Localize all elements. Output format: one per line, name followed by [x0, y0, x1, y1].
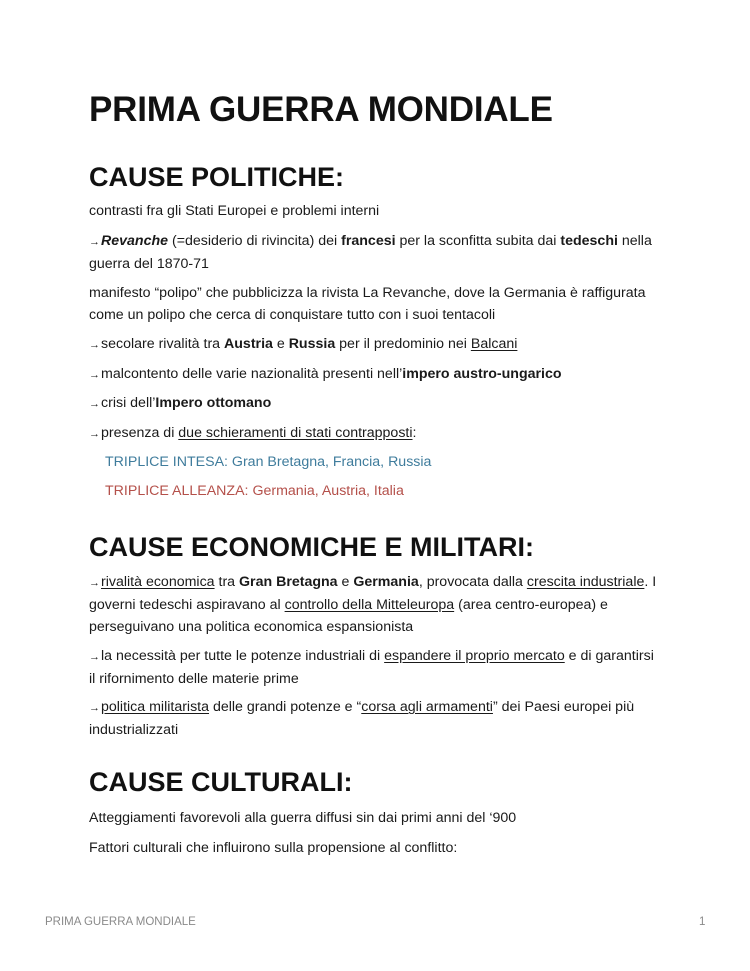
term-espandere-mercato: espandere il proprio mercato	[384, 648, 565, 664]
term-russia: Russia	[288, 336, 336, 352]
arrow-icon: →	[89, 236, 100, 248]
term-francesi: francesi	[341, 233, 396, 249]
arrow-icon: →	[89, 339, 100, 351]
paragraph-necessita: →la necessità per tutte le potenze industriali di espandere il proprio mercato e di garantirsi il rifornimento delle materie prime	[89, 648, 654, 687]
term-crescita-industriale: crescita industriale	[526, 574, 645, 590]
term-balcani: Balcani	[470, 336, 518, 352]
term-controllo-mitteleuropa: controllo della Mitteleuropa	[284, 597, 455, 613]
heading-cause-economiche: CAUSE ECONOMICHE E MILITARI:	[89, 532, 534, 562]
heading-cause-politiche: CAUSE POLITICHE:	[89, 162, 345, 192]
term-corsa-armamenti: corsa agli armamenti	[361, 699, 493, 715]
term-gran-bretagna: Gran Bretagna	[239, 574, 338, 590]
arrow-icon: →	[89, 702, 100, 714]
paragraph-crisi: →crisi dell’Impero ottomano	[89, 395, 272, 411]
term-impero-ottomano: Impero ottomano	[155, 395, 272, 411]
term-austria: Austria	[224, 336, 273, 352]
arrow-icon: →	[89, 398, 100, 410]
term-tedeschi: tedeschi	[560, 233, 618, 249]
heading-cause-culturali: CAUSE CULTURALI:	[89, 767, 353, 797]
term-rivalita-economica: rivalità economica	[101, 574, 215, 590]
paragraph-atteggiamenti: Atteggiamenti favorevoli alla guerra diffusi sin dai primi anni del ‘900	[89, 810, 517, 826]
triplice-alleanza: TRIPLICE ALLEANZA: Germania, Austria, Italia	[105, 483, 404, 499]
term-politica-militarista: politica militarista	[101, 699, 210, 715]
page-number: 1	[699, 916, 706, 928]
paragraph-schieramenti: →presenza di due schieramenti di stati contrapposti:	[89, 425, 417, 441]
paragraph-militarista: →politica militarista delle grandi potenze e “corsa agli armamenti” dei Paesi europei più industrializzati	[89, 699, 635, 738]
paragraph-fattori-culturali: Fattori culturali che influirono sulla propensione al conflitto:	[89, 840, 458, 856]
paragraph-rivalita-austria-russia: →secolare rivalità tra Austria e Russia per il predominio nei Balcani	[89, 336, 518, 352]
paragraph-revanche: →Revanche (=desiderio di rivincita) dei francesi per la sconfitta subita dai tedeschi nella guerra del 1870-71	[89, 233, 652, 272]
term-revanche: Revanche	[101, 233, 169, 249]
term-due-schieramenti: due schieramenti di stati contrapposti	[178, 425, 413, 441]
term-germania: Germania	[353, 574, 419, 590]
term-impero-austro-ungarico: impero austro-ungarico	[402, 366, 562, 382]
paragraph-manifesto: manifesto “polipo” che pubblicizza la rivista La Revanche, dove la Germania è raffigurata come un polipo che cerca di conquistare tutto con i suoi tentacoli	[89, 285, 646, 323]
triplice-intesa: TRIPLICE INTESA: Gran Bretagna, Francia, Russia	[105, 454, 432, 470]
arrow-icon: →	[89, 428, 100, 440]
paragraph-rivalita-economica: →rivalità economica tra Gran Bretagna e Germania, provocata dalla crescita industriale. I governi tedeschi aspiravano al controllo della Mitteleuropa (area centro-europea) e perseguivano una politica economica espansionista	[89, 574, 657, 635]
arrow-icon: →	[89, 651, 100, 663]
arrow-icon: →	[89, 369, 100, 381]
arrow-icon: →	[89, 577, 100, 589]
paragraph-malcontento: →malcontento delle varie nazionalità presenti nell’impero austro-ungarico	[89, 366, 562, 382]
page-title: PRIMA GUERRA MONDIALE	[89, 90, 553, 129]
footer-title: PRIMA GUERRA MONDIALE	[45, 916, 196, 928]
paragraph-intro-politiche: contrasti fra gli Stati Europei e problemi interni	[89, 203, 380, 219]
